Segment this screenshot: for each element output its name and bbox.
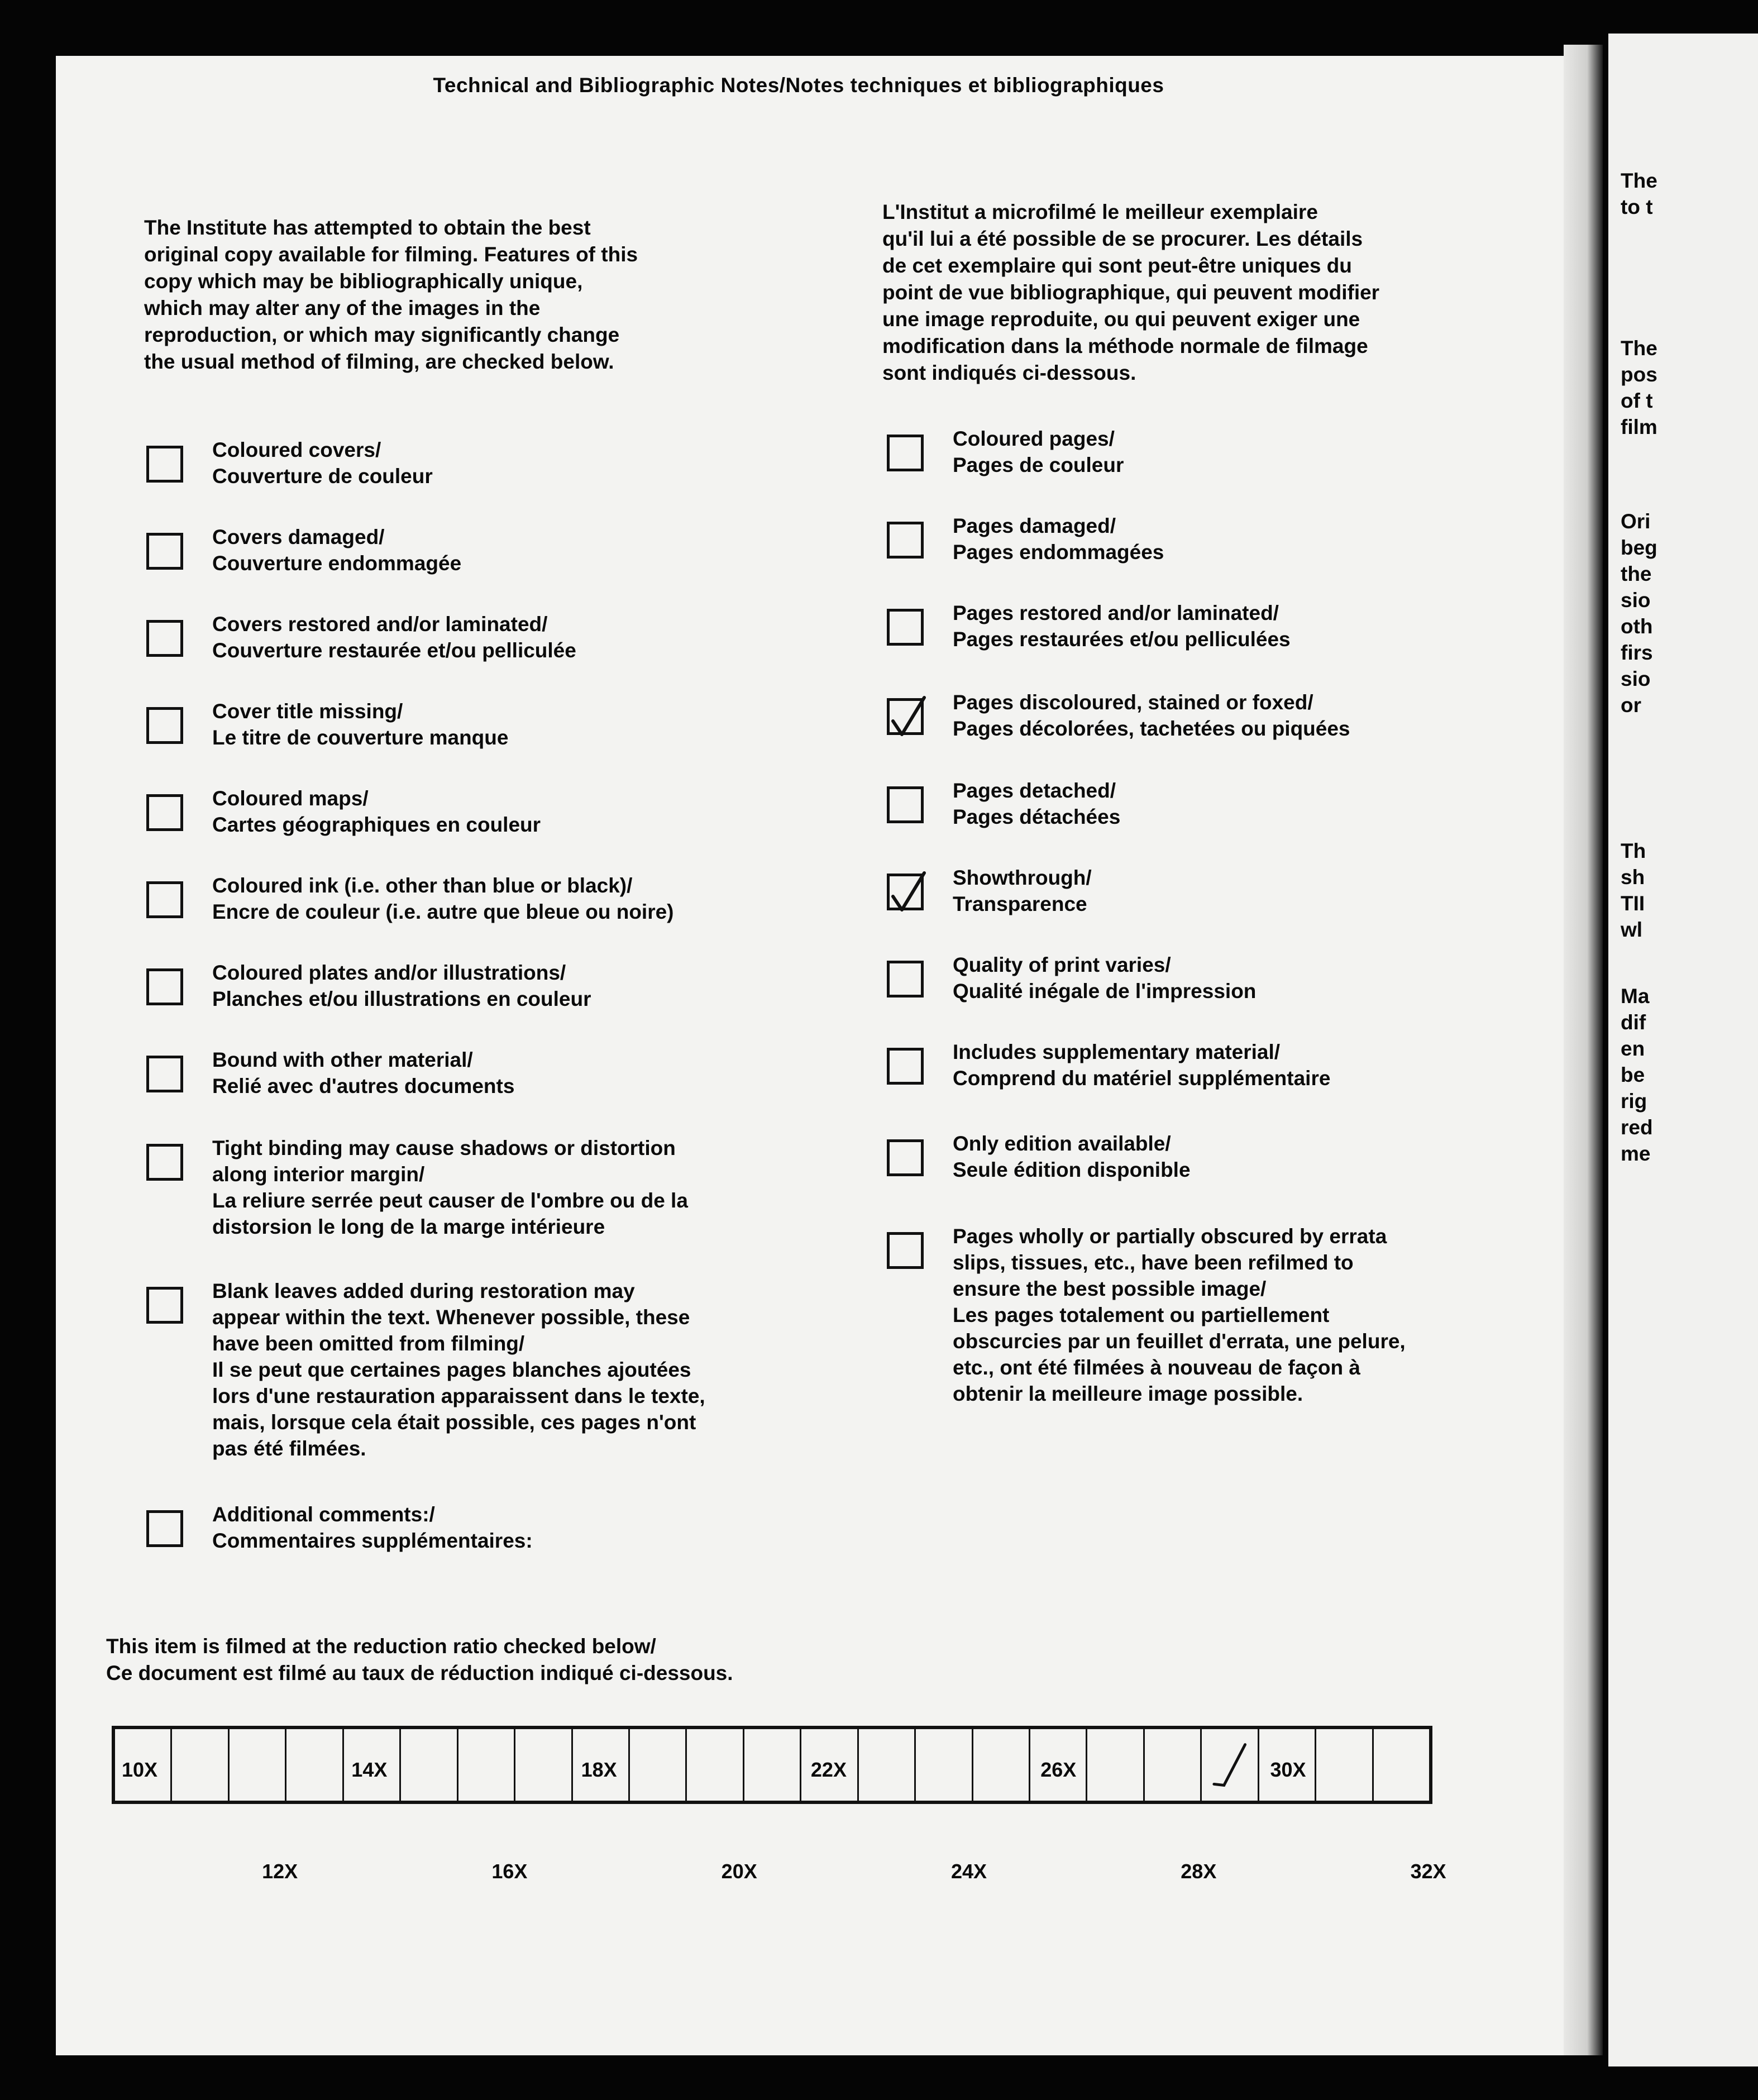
checklist-label-line: Pages décolorées, tachetées ou piquées [953,717,1350,740]
checkbox[interactable] [146,1056,183,1092]
intro-fr-line: L'Institut a microfilmé le meilleur exemplaire [882,201,1318,223]
checklist-label-line: Relié avec d'autres documents [212,1075,515,1097]
checkbox[interactable] [146,446,183,483]
cropped-text-line: Ma [1621,985,1650,1008]
checklist-label-line: Pages restaurées et/ou pelliculées [953,628,1291,651]
checklist-label-line: ensure the best possible image/ [953,1277,1267,1300]
checkmark-icon [1202,1729,1257,1801]
checkbox[interactable] [887,1048,924,1085]
checklist-label-line: Cartes géographiques en couleur [212,813,541,836]
checkbox[interactable] [887,1139,924,1176]
checklist-label-line: Additional comments:/ [212,1503,435,1526]
ratio-cell[interactable] [458,1729,515,1801]
checkbox[interactable] [146,881,183,918]
ratio-cell[interactable] [1259,1729,1316,1801]
checklist-label-line: etc., ont été filmées à nouveau de façon à [953,1356,1360,1379]
checklist-label [212,524,461,576]
cropped-text-block [1621,838,1646,943]
reduction-lines-line: Ce document est filmé au taux de réduction indiqué ci-dessous. [106,1662,733,1684]
ratio-cell[interactable] [1374,1729,1429,1801]
ratio-cell[interactable] [573,1729,630,1801]
checklist-label-line: appear within the text. Whenever possible, these [212,1306,690,1329]
checklist-label [212,1135,688,1240]
reduction-ratio-label [106,1633,733,1687]
ratio-cell[interactable] [401,1729,458,1801]
scale-top-label: 10X [122,1758,158,1781]
checklist-label-line: Qualité inégale de l'impression [953,980,1257,1003]
checklist-label-line: Encre de couleur (i.e. autre que bleue ou noire) [212,900,674,923]
intro-fr-line: une image reproduite, ou qui peuvent exiger une [882,308,1360,331]
cropped-text-line: beg [1621,536,1657,559]
ratio-cell[interactable] [1087,1729,1144,1801]
cropped-text-line: film [1621,416,1657,438]
checklist-label-line: La reliure serrée peut causer de l'ombre ou de la [212,1189,688,1212]
cropped-text-line: rig [1621,1090,1647,1113]
checklist-label [953,1223,1406,1407]
checkmark-icon [890,868,926,913]
checklist-label-line: Pages detached/ [953,779,1116,802]
checklist-label [212,437,433,489]
ratio-cell[interactable] [344,1729,401,1801]
intro-en-line: original copy available for filming. Features of this [144,243,638,266]
checklist-label-line: Includes supplementary material/ [953,1041,1281,1063]
checklist-label-line: Pages restored and/or laminated/ [953,602,1279,624]
scale-top-label: 30X [1270,1758,1306,1781]
checklist-label-line: Comprend du matériel supplémentaire [953,1067,1331,1090]
checklist-label [212,872,674,925]
ratio-cell[interactable] [286,1729,343,1801]
checklist-label-line: Coloured covers/ [212,438,381,461]
scale-top-label: 26X [1040,1758,1077,1781]
cropped-text-line: wl [1621,918,1643,941]
checklist-label-line: Couverture de couleur [212,465,433,488]
checklist-label-line: Seule édition disponible [953,1158,1191,1181]
checkbox[interactable] [887,786,924,823]
intro-en-line: The Institute has attempted to obtain the best [144,216,591,239]
scale-top-label: 22X [810,1758,847,1781]
checkbox[interactable] [146,1510,183,1547]
adjacent-page [1608,34,1758,2066]
checklist-label-line: Transparence [953,892,1087,915]
checklist-label-line: Blank leaves added during restoration may [212,1280,635,1302]
cropped-text-block [1621,168,1657,220]
ratio-cell[interactable] [630,1729,687,1801]
scale-top-label: 14X [351,1758,388,1781]
page-heading: Technical and Bibliographic Notes/Notes techniques et bibliographiques [433,74,1164,97]
cropped-text-line: The [1621,169,1657,192]
checklist-label-line: Cover title missing/ [212,700,403,723]
checklist-label-line: Coloured pages/ [953,427,1115,450]
intro-fr-line: point de vue bibliographique, qui peuvent modifier [882,281,1380,304]
intro-fr-line: modification dans la méthode normale de filmage [882,335,1368,357]
cropped-text-line: sh [1621,866,1645,889]
checklist-label-line: have been omitted from filming/ [212,1332,525,1355]
checkbox-checked[interactable] [887,874,924,910]
checklist-label-line: Il se peut que certaines pages blanches ajoutées [212,1358,691,1381]
checklist-label-line: Pages damaged/ [953,514,1116,537]
ratio-cell[interactable] [916,1729,973,1801]
checkbox[interactable] [146,533,183,570]
cropped-text-line: oth [1621,615,1653,638]
cropped-text-line: sio [1621,589,1651,612]
cropped-text-line: TII [1621,892,1645,915]
checklist-label-line: pas été filmées. [212,1437,366,1460]
cropped-text-line: The [1621,337,1657,360]
checklist-label [212,611,576,664]
ratio-cell[interactable] [687,1729,744,1801]
intro-fr-line: de cet exemplaire qui sont peut-être uniques du [882,254,1352,277]
intro-french [882,199,1379,386]
checklist-label [953,513,1164,565]
intro-en-line: which may alter any of the images in the [144,297,541,319]
reduction-ratio-grid [112,1726,1432,1804]
checklist-label-line: Coloured ink (i.e. other than blue or black)/ [212,874,633,897]
checklist-label [953,426,1124,478]
checklist-label-line: Bound with other material/ [212,1048,473,1071]
checklist-label [953,689,1350,742]
ratio-cell[interactable] [973,1729,1030,1801]
checklist-label-line: Pages détachées [953,805,1121,828]
checklist-label [212,1501,533,1554]
cropped-text-line: of t [1621,389,1653,412]
checkbox[interactable] [887,609,924,646]
scale-bottom-label: 28X [1181,1860,1217,1883]
checklist-label-line: Pages endommagées [953,541,1164,564]
checkbox[interactable] [146,1287,183,1324]
page-fold-shadow [1564,45,1603,2055]
ratio-cell[interactable] [115,1729,172,1801]
scale-bottom-label: 24X [950,1860,987,1883]
checklist-label-line: Couverture restaurée et/ou pelliculée [212,639,576,662]
checklist-label [212,960,591,1012]
checklist-label-line: Planches et/ou illustrations en couleur [212,987,591,1010]
reduction-lines-line: This item is filmed at the reduction ratio checked below/ [106,1635,656,1658]
cropped-text-block [1621,508,1657,718]
checkbox[interactable] [146,620,183,657]
ratio-cell[interactable] [1202,1729,1259,1801]
cropped-text-line: me [1621,1142,1651,1165]
intro-en-line: copy which may be bibliographically unique, [144,270,583,293]
ratio-cell[interactable] [1145,1729,1202,1801]
ratio-cell[interactable] [230,1729,286,1801]
intro-en-line: reproduction, or which may significantly change [144,323,620,346]
cropped-text-line: en [1621,1037,1645,1060]
cropped-text-line: red [1621,1116,1653,1139]
checklist-label-line: Pages discoloured, stained or foxed/ [953,691,1313,714]
ratio-cell[interactable] [744,1729,801,1801]
ratio-cell[interactable] [515,1729,572,1801]
checklist-label-line: Covers damaged/ [212,526,385,548]
checklist-label-line: Tight binding may cause shadows or distortion [212,1137,676,1159]
intro-english [144,214,638,375]
checklist-label-line: distorsion le long de la marge intérieure [212,1215,605,1238]
ratio-cell[interactable] [859,1729,916,1801]
checklist-label-line: obtenir la meilleure image possible. [953,1382,1303,1405]
checklist-label [212,785,541,838]
intro-en-line: the usual method of filming, are checked below. [144,350,614,373]
cropped-text-line: to t [1621,195,1653,218]
checkbox-checked[interactable] [887,698,924,735]
checklist-label-line: Pages wholly or partially obscured by errata [953,1225,1387,1248]
checklist-label [953,1130,1191,1183]
scale-bottom-label: 12X [262,1860,298,1883]
checklist-label [212,698,508,751]
checkmark-icon [890,693,926,738]
checkbox[interactable] [887,961,924,997]
ratio-cell[interactable] [1316,1729,1373,1801]
checkbox[interactable] [146,968,183,1005]
cropped-text-block [1621,983,1653,1167]
checklist-label-line: Only edition available/ [953,1132,1171,1155]
checklist-label-line: Quality of print varies/ [953,953,1171,976]
checklist-label [953,777,1120,830]
checklist-label-line: Couverture endommagée [212,552,462,575]
checklist-label-line: Showthrough/ [953,866,1092,889]
cropped-text-line: firs [1621,641,1653,664]
checklist-label [212,1047,514,1099]
checkbox[interactable] [146,707,183,744]
checklist-label-line: Le titre de couverture manque [212,726,509,749]
cropped-text-line: the [1621,562,1652,585]
checklist-label [953,1039,1330,1091]
checklist-label-line: mais, lorsque cela était possible, ces pages n'ont [212,1411,696,1434]
cropped-text-line: Th [1621,839,1646,862]
intro-fr-line: sont indiqués ci-dessous. [882,361,1136,384]
checklist-label-line: Coloured maps/ [212,787,369,810]
checkbox[interactable] [146,1144,183,1181]
checklist-label-line: lors d'une restauration apparaissent dans le texte, [212,1385,705,1407]
cropped-text-line: dif [1621,1011,1646,1034]
checklist-label-line: Les pages totalement ou partiellement [953,1304,1330,1326]
checkbox[interactable] [887,1232,924,1269]
checklist-label [953,865,1092,917]
intro-fr-line: qu'il lui a été possible de se procurer. Les détails [882,227,1363,250]
checklist-label [953,600,1291,652]
checklist-label-line: Pages de couleur [953,454,1124,476]
checklist-label-line: Commentaires supplémentaires: [212,1529,533,1552]
checklist-label-line: Coloured plates and/or illustrations/ [212,961,566,984]
checklist-label [953,952,1256,1004]
cropped-text-line: or [1621,694,1641,717]
scale-bottom-label: 20X [721,1860,757,1883]
checklist-label-line: obscurcies par un feuillet d'errata, une pelure, [953,1330,1406,1353]
cropped-text-line: pos [1621,363,1657,386]
cropped-text-line: be [1621,1063,1645,1086]
checklist-label-line: slips, tissues, etc., have been refilmed to [953,1251,1354,1274]
ratio-cell[interactable] [172,1729,229,1801]
scale-bottom-label: 32X [1410,1860,1446,1883]
scale-top-label: 18X [581,1758,617,1781]
checklist-label-line: along interior margin/ [212,1163,425,1186]
checklist-label [212,1278,705,1462]
checklist-label-line: Covers restored and/or laminated/ [212,613,548,636]
ratio-cell[interactable] [1030,1729,1087,1801]
cropped-text-line: sio [1621,667,1651,690]
checkbox[interactable] [887,435,924,471]
checkbox[interactable] [887,522,924,559]
cropped-text-block [1621,335,1657,440]
scale-bottom-label: 16X [491,1860,528,1883]
ratio-cell[interactable] [801,1729,858,1801]
cropped-text-line: Ori [1621,510,1651,533]
checkbox[interactable] [146,794,183,831]
